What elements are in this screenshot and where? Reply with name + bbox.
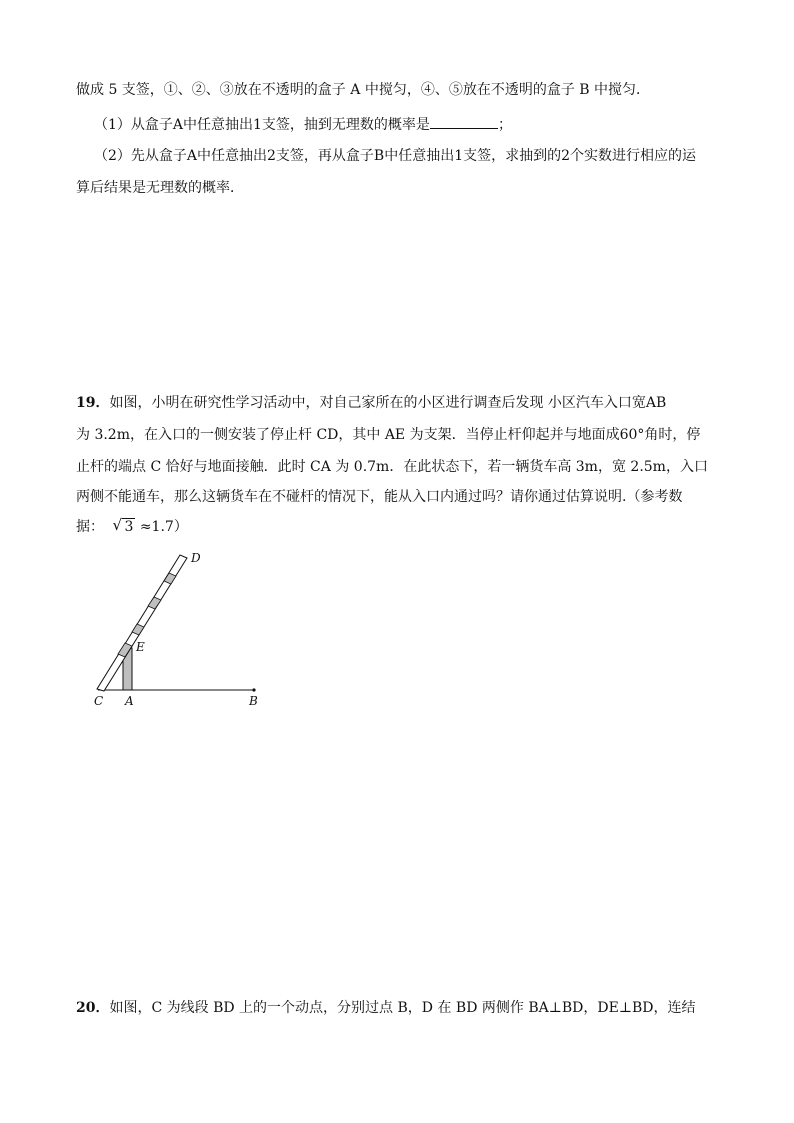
q19-line4: 两侧不能通车，那么这辆货车在不碰杆的情况下，能从入口内通过吗？请你通过估算说明.（参考数 (76, 489, 683, 505)
q19-text: 如图，小明在研究性学习活动中，对自己家所在的小区进行调查后发现 小区汽车入口宽AB (109, 395, 667, 411)
label-e: E (136, 640, 145, 654)
q20-text: 如图，C 为线段 BD 上的一个动点，分别过点 B，D 在 BD 两侧作 BA⊥BD，DE⊥BD，连结 (109, 1000, 696, 1016)
q19-line5 (76, 517, 188, 537)
label-a: A (125, 694, 134, 708)
q18-part1 (94, 114, 512, 135)
q18-part2-line2: 算后结果是无理数的概率． (76, 180, 244, 196)
q19-line2: 为 3.2m，在入口的一侧安装了停止杆 CD，其中 AE 为支架．当停止杆仰起并与地面成60°角时，停 (76, 427, 701, 443)
q18-part2-line1: （2）先从盒子A中任意抽出2支签，再从盒子B中任意抽出1支签，求抽到的2个实数进行相应的运 (94, 148, 697, 164)
point-b (252, 688, 255, 691)
q19-figure (88, 548, 268, 708)
q19-line5-prefix: 据： (76, 519, 104, 535)
q20-line1 (76, 998, 696, 1018)
q19-line1 (76, 393, 666, 413)
label-c: C (94, 694, 104, 708)
label-b: B (249, 694, 258, 708)
sqrt-radicand: 3 (124, 519, 134, 535)
question-number: 20． (76, 1000, 110, 1016)
q18-intro-text: 做成 5 支签，①、②、③放在不透明的盒子 A 中搅匀，④、⑤放在不透明的盒子 B 中搅匀． (76, 82, 651, 98)
q18-part1-text: （1）从盒子A中任意抽出1支签，抽到无理数的概率是 (94, 117, 430, 133)
sqrt-expression: √ 3 (112, 516, 134, 535)
q19-line5-suffix: ≈1.7） (135, 519, 188, 535)
q19-line3: 止杆的端点 C 恰好与地面接触．此时 CA 为 0.7m．在此状态下，若一辆货车高 3m，宽 2.5m，入口 (76, 459, 708, 475)
question-number: 19． (76, 395, 110, 411)
label-d: D (191, 551, 201, 565)
bar-stripe (148, 597, 161, 609)
answer-blank[interactable] (430, 114, 498, 129)
q18-part1-suffix: ； (497, 117, 512, 133)
